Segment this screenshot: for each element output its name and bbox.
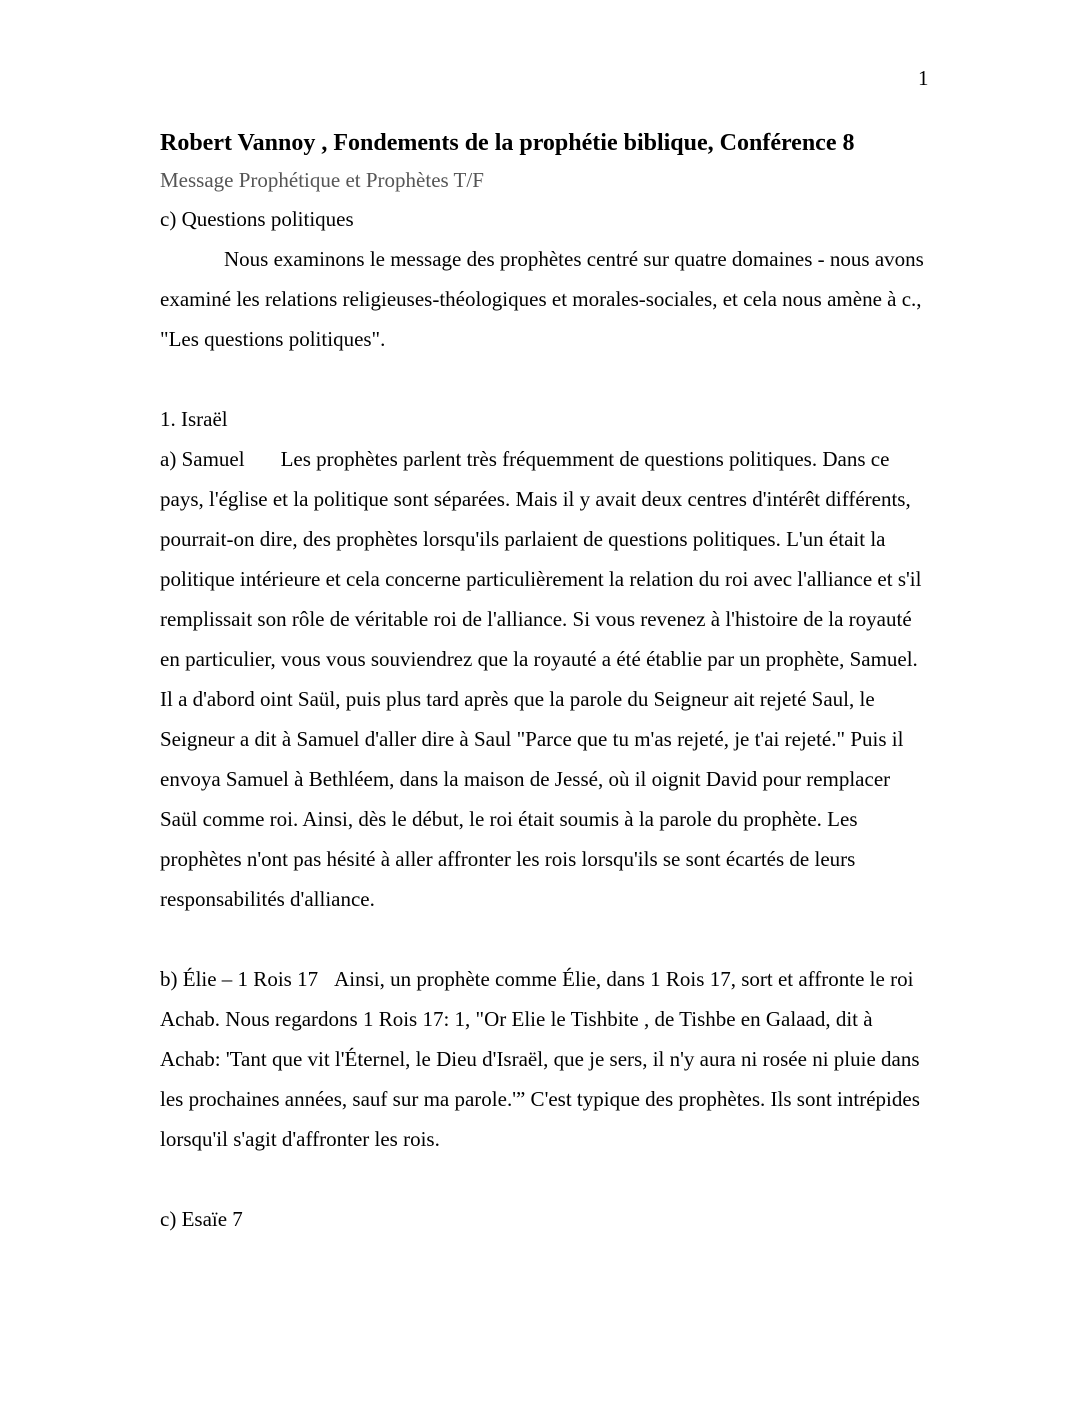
- spacer: [160, 1159, 928, 1199]
- samuel-paragraph: [160, 439, 928, 919]
- intro-paragraph: Nous examinons le message des prophètes centré sur quatre domaines - nous avons examiné les relations religieuses-théologiques et morales-sociales, et cela nous amène à c., "Les questions politiques".: [160, 247, 924, 351]
- elie-text: Ainsi, un prophète comme Élie, dans 1 Rois 17, sort et affronte le roi Achab. Nous regardons 1 Rois 17: 1, "Or Elie le Tishbite , de Tishbe en Galaad, dit à Achab: 'Tant que vit l'Éternel, le Dieu d'Israël, que je sers, il n'y aura ni rosée ni pluie dans les prochaines années, sauf sur ma parole.'” C'est typique des prophètes. Ils sont intrépides lorsqu'il s'agit d'affronter les rois.: [160, 967, 920, 1151]
- samuel-label: a) Samuel: [160, 447, 245, 471]
- elie-paragraph: [160, 959, 928, 1159]
- section-heading-esaie: c) Esaïe 7: [160, 1207, 243, 1231]
- spacer: [160, 919, 928, 959]
- elie-label: b) Élie – 1 Rois 17: [160, 967, 319, 991]
- document-body: [160, 125, 928, 1239]
- section-heading-israel: 1. Israël: [160, 407, 228, 431]
- samuel-text: Les prophètes parlent très fréquemment de questions politiques. Dans ce pays, l'église et la politique sont séparées. Mais il y avait deux centres d'intérêt différents, pourrait-on dire, des prophètes lorsqu'ils parlaient de questions politiques. L'un était la politique intérieure et cela concerne particulièrement la relation du roi avec l'alliance et s'il remplissait son rôle de véritable roi de l'alliance. Si vous revenez à l'histoire de la royauté en particulier, vous vous souviendrez que la royauté a été établie par un prophète, Samuel. Il a d'abord oint Saül, puis plus tard après que la parole du Seigneur ait rejeté Saul, le Seigneur a dit à Samuel d'aller dire à Saul "Parce que tu m'as rejeté, je t'ai rejeté." Puis il envoya Samuel à Bethléem, dans la maison de Jessé, où il oignit David pour remplacer Saül comme roi. Ainsi, dès le début, le roi était soumis à la parole du prophète. Les prophètes n'ont pas hésité à aller affronter les rois lorsqu'ils se sont écartés de leurs responsabilités d'alliance.: [160, 447, 922, 911]
- document-title: Robert Vannoy , Fondements de la prophétie biblique, Conférence 8: [160, 130, 855, 156]
- section-heading-political: c) Questions politiques: [160, 207, 354, 231]
- page-number: 1: [918, 66, 929, 90]
- spacer: [160, 359, 928, 399]
- document-subtitle: Message Prophétique et Prophètes T/F: [160, 168, 484, 192]
